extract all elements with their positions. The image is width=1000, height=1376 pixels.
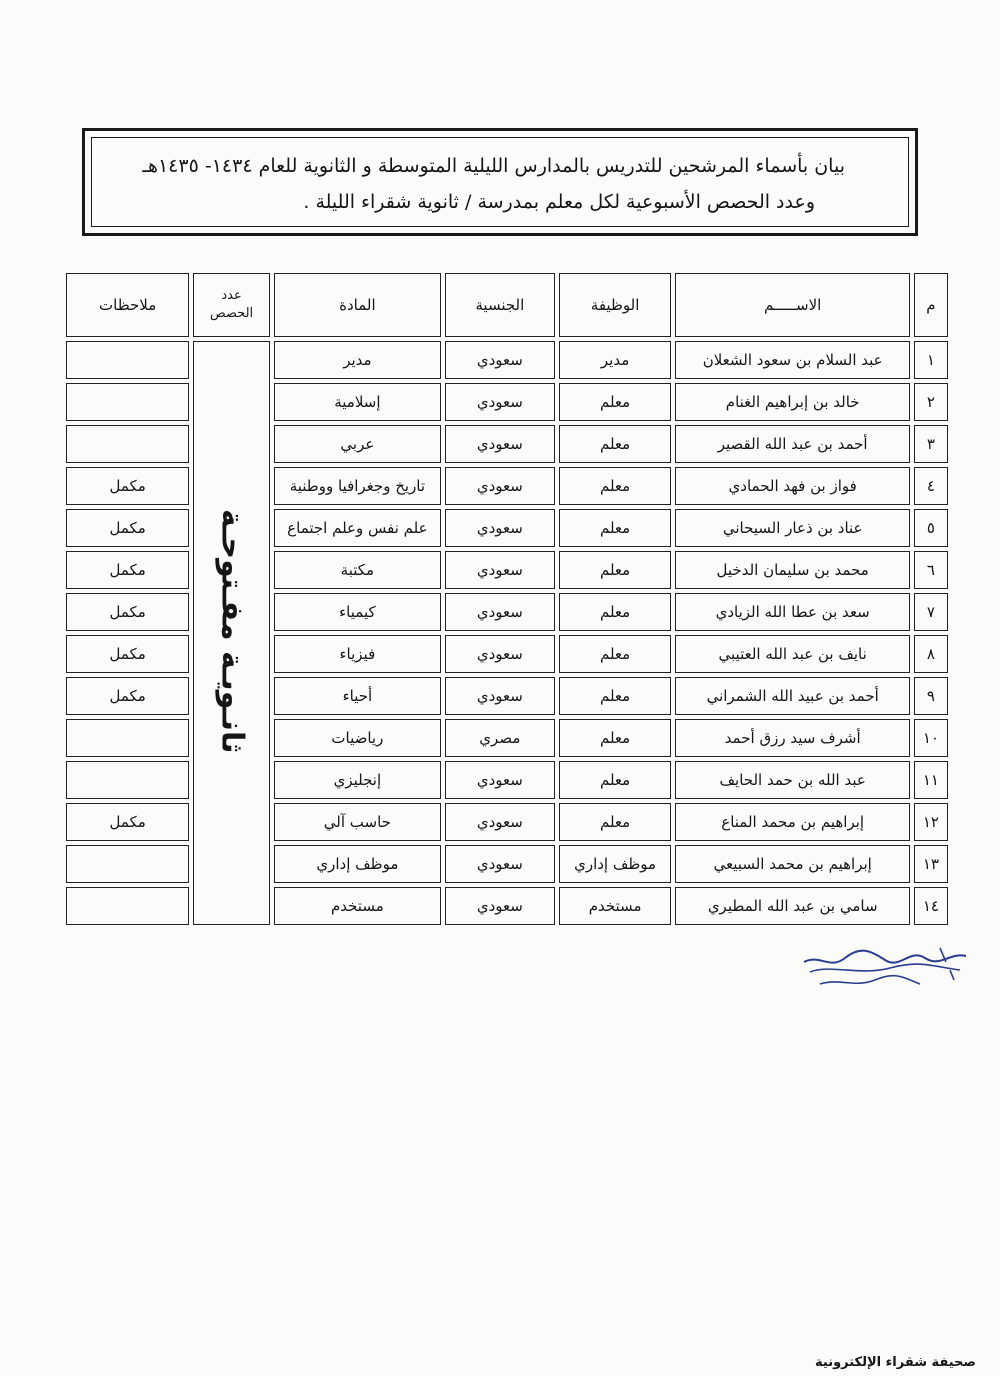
row-name: فواز بن فهد الحمادي xyxy=(675,467,909,505)
row-num: ١٣ xyxy=(914,845,948,883)
row-remarks: مكمل xyxy=(66,803,189,841)
row-nationality: سعودي xyxy=(445,761,555,799)
row-num: ٩ xyxy=(914,677,948,715)
row-nationality: مصري xyxy=(445,719,555,757)
row-job: معلم xyxy=(559,761,672,799)
header-periods-line2: الحصص xyxy=(209,306,254,321)
row-subject: رياضيات xyxy=(274,719,441,757)
row-subject: أحياء xyxy=(274,677,441,715)
row-job: معلم xyxy=(559,509,672,547)
row-subject: كيمياء xyxy=(274,593,441,631)
row-remarks: مكمل xyxy=(66,593,189,631)
row-job: مستخدم xyxy=(559,887,672,925)
header-periods-line1: عدد xyxy=(221,288,242,303)
row-remarks: مكمل xyxy=(66,467,189,505)
row-nationality: سعودي xyxy=(445,593,555,631)
row-subject: حاسب آلي xyxy=(274,803,441,841)
row-remarks xyxy=(66,425,189,463)
row-remarks: مكمل xyxy=(66,635,189,673)
row-subject: مستخدم xyxy=(274,887,441,925)
header-num: م xyxy=(914,273,948,337)
row-name: عناد بن ذعار السيحاني xyxy=(675,509,909,547)
row-job: مدير xyxy=(559,341,672,379)
row-num: ١٢ xyxy=(914,803,948,841)
row-job: معلم xyxy=(559,551,672,589)
row-subject: إنجليزي xyxy=(274,761,441,799)
title-line-1: بيان بأسماء المرشحين للتدريس بالمدارس الليلية المتوسطة و الثانوية للعام ١٤٣٤- ١٤٣٥هـ xyxy=(142,155,845,177)
staff-table xyxy=(62,269,952,929)
row-num: ١ xyxy=(914,341,948,379)
header-job: الوظيفة xyxy=(559,273,672,337)
footer-source: صحيفة شقراء الإلكترونية xyxy=(815,1355,976,1370)
row-job: معلم xyxy=(559,467,672,505)
row-nationality: سعودي xyxy=(445,551,555,589)
row-remarks xyxy=(66,341,189,379)
row-nationality: سعودي xyxy=(445,467,555,505)
row-name: أحمد بن عبيد الله الشمراني xyxy=(675,677,909,715)
row-num: ٢ xyxy=(914,383,948,421)
row-remarks: مكمل xyxy=(66,509,189,547)
row-nationality: سعودي xyxy=(445,425,555,463)
row-name: عبد السلام بن سعود الشعلان xyxy=(675,341,909,379)
row-num: ٦ xyxy=(914,551,948,589)
row-nationality: سعودي xyxy=(445,677,555,715)
title-box xyxy=(82,128,918,236)
row-job: معلم xyxy=(559,383,672,421)
title-line-2: وعدد الحصص الأسبوعية لكل معلم بمدرسة / ثانوية شقراء الليلة . xyxy=(303,191,815,213)
header-subject: المادة xyxy=(274,273,441,337)
row-nationality: سعودي xyxy=(445,635,555,673)
table-row xyxy=(66,341,948,379)
row-job: موظف إداري xyxy=(559,845,672,883)
row-remarks xyxy=(66,383,189,421)
row-remarks xyxy=(66,719,189,757)
row-name: سعد بن عطا الله الزيادي xyxy=(675,593,909,631)
row-name: عبد الله بن حمد الحايف xyxy=(675,761,909,799)
row-name: أشرف سيد رزق أحمد xyxy=(675,719,909,757)
row-job: معلم xyxy=(559,635,672,673)
row-nationality: سعودي xyxy=(445,383,555,421)
row-name: إبراهيم بن محمد المناع xyxy=(675,803,909,841)
row-nationality: سعودي xyxy=(445,803,555,841)
row-nationality: سعودي xyxy=(445,845,555,883)
table-header-row xyxy=(66,273,948,337)
row-subject: إسلامية xyxy=(274,383,441,421)
row-name: أحمد بن عبد الله القصير xyxy=(675,425,909,463)
header-periods xyxy=(193,273,269,337)
row-name: خالد بن إبراهيم الغنام xyxy=(675,383,909,421)
row-num: ٨ xyxy=(914,635,948,673)
row-subject: علم نفس وعلم اجتماع xyxy=(274,509,441,547)
row-job: معلم xyxy=(559,803,672,841)
row-subject: تاريخ وجغرافيا ووطنية xyxy=(274,467,441,505)
row-nationality: سعودي xyxy=(445,341,555,379)
periods-merged-label: ثانـويـة مفـتوحـة xyxy=(214,508,250,754)
row-name: نايف بن عبد الله العتيبي xyxy=(675,635,909,673)
row-subject: مدير xyxy=(274,341,441,379)
row-subject: موظف إداري xyxy=(274,845,441,883)
row-nationality: سعودي xyxy=(445,887,555,925)
row-num: ١١ xyxy=(914,761,948,799)
row-num: ٣ xyxy=(914,425,948,463)
header-remarks: ملاحظات xyxy=(66,273,189,337)
row-subject: مكتبة xyxy=(274,551,441,589)
row-num: ١٤ xyxy=(914,887,948,925)
row-remarks xyxy=(66,887,189,925)
periods-merged-cell xyxy=(193,341,269,925)
row-nationality: سعودي xyxy=(445,509,555,547)
row-remarks: مكمل xyxy=(66,677,189,715)
row-job: معلم xyxy=(559,425,672,463)
row-remarks xyxy=(66,761,189,799)
row-job: معلم xyxy=(559,677,672,715)
row-job: معلم xyxy=(559,719,672,757)
row-num: ٤ xyxy=(914,467,948,505)
row-name: إبراهيم بن محمد السبيعي xyxy=(675,845,909,883)
header-nationality: الجنسية xyxy=(445,273,555,337)
row-remarks xyxy=(66,845,189,883)
header-name: الاســـــم xyxy=(675,273,909,337)
row-name: سامي بن عبد الله المطيري xyxy=(675,887,909,925)
row-subject: فيزياء xyxy=(274,635,441,673)
row-name: محمد بن سليمان الدخيل xyxy=(675,551,909,589)
row-num: ١٠ xyxy=(914,719,948,757)
row-subject: عربي xyxy=(274,425,441,463)
table-body xyxy=(66,341,948,925)
row-remarks: مكمل xyxy=(66,551,189,589)
row-num: ٧ xyxy=(914,593,948,631)
row-job: معلم xyxy=(559,593,672,631)
signature-handwritten xyxy=(800,940,970,1000)
row-num: ٥ xyxy=(914,509,948,547)
